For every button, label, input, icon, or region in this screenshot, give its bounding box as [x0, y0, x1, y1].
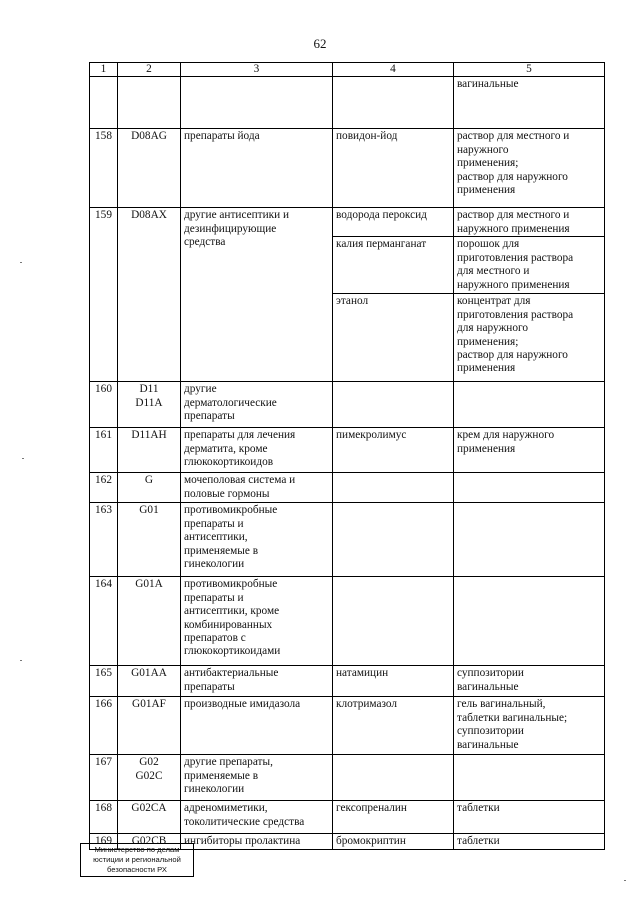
atc-code-line: G02CA	[131, 802, 167, 815]
dosage-form-line: раствор для наружного	[457, 349, 568, 362]
group-name-line: препараты и	[184, 517, 244, 530]
table-row	[90, 77, 605, 129]
row-number-line: 169	[95, 835, 112, 848]
atc-code	[118, 503, 181, 577]
dosage-form-line: наружного	[457, 143, 509, 156]
drug-name-line: натамицин	[336, 667, 389, 680]
column-header: 5	[454, 63, 605, 77]
row-number	[90, 428, 118, 473]
group-name	[181, 666, 333, 697]
table-row	[90, 697, 605, 755]
drug-name	[333, 237, 454, 294]
group-name-line: другие антисептики и	[184, 209, 290, 222]
group-name-line: дезинфицирующие	[184, 222, 277, 235]
dosage-form	[454, 666, 605, 697]
dosage-form-line: вагинальные	[457, 738, 519, 751]
dosage-form-line: приготовления раствора	[457, 251, 574, 264]
group-name-line: средства	[184, 236, 226, 249]
drug-name	[333, 755, 454, 801]
dosage-form	[454, 503, 605, 577]
dosage-form	[454, 577, 605, 666]
atc-code	[118, 77, 181, 129]
group-name-line: препараты для лечения	[184, 429, 296, 442]
row-number-line: 167	[95, 756, 112, 769]
dosage-form-line: применения	[457, 362, 516, 375]
group-name-line: мочеполовая система и	[184, 474, 296, 487]
group-name	[181, 577, 333, 666]
table-header-row	[90, 63, 605, 77]
dosage-form	[454, 237, 605, 294]
table-row	[90, 428, 605, 473]
dosage-form	[454, 208, 605, 237]
table-row	[90, 129, 605, 208]
dosage-form	[454, 382, 605, 428]
margin-mark	[624, 880, 626, 881]
row-number	[90, 503, 118, 577]
dosage-form-line: применения	[457, 442, 516, 455]
atc-code	[118, 208, 181, 382]
dosage-form-line: применения;	[457, 157, 519, 170]
table-row	[90, 755, 605, 801]
row-number	[90, 382, 118, 428]
dosage-form-line: вагинальные	[457, 78, 519, 91]
dosage-form	[454, 473, 605, 503]
group-name-line: глюкокортикоидами	[184, 645, 281, 658]
drug-name	[333, 294, 454, 382]
drug-name-line: клотримазол	[336, 698, 398, 711]
row-number	[90, 697, 118, 755]
row-number-line: 158	[95, 130, 112, 143]
dosage-form	[454, 834, 605, 849]
table-row	[90, 382, 605, 428]
group-name-line: антисептики,	[184, 531, 248, 544]
drug-name	[333, 834, 454, 849]
column-header: 1	[90, 63, 118, 77]
dosage-form-line: таблетки вагинальные;	[457, 711, 568, 724]
drug-name	[333, 503, 454, 577]
row-number-line: 168	[95, 802, 112, 815]
table-row	[90, 801, 605, 834]
row-number	[90, 208, 118, 382]
group-name-line: препараты йода	[184, 130, 260, 143]
drug-name	[333, 473, 454, 503]
ministry-stamp	[80, 843, 194, 877]
atc-code-line: G01A	[135, 578, 163, 591]
row-number	[90, 129, 118, 208]
dosage-form-line: порошок для	[457, 238, 520, 251]
group-name-line: другие	[184, 383, 217, 396]
row-number-line: 164	[95, 578, 112, 591]
group-name-line: другие препараты,	[184, 756, 273, 769]
row-number	[90, 755, 118, 801]
group-name-line: препараты и	[184, 591, 244, 604]
drug-name	[333, 697, 454, 755]
drug-name-line: бромокриптин	[336, 835, 406, 848]
stamp-line: юстиции и региональной	[93, 855, 181, 864]
drug-name	[333, 382, 454, 428]
dosage-form-line: суппозитории	[457, 725, 524, 738]
atc-code-line: G02	[139, 756, 159, 769]
row-number-line: 166	[95, 698, 112, 711]
group-name-line: противомикробные	[184, 504, 278, 517]
margin-mark	[22, 458, 24, 459]
drug-name-line: пимекролимус	[336, 429, 407, 442]
group-name-line: применяемые в	[184, 769, 259, 782]
drug-name	[333, 801, 454, 834]
stamp-line: Министерство по делам	[94, 845, 180, 854]
margin-mark	[20, 262, 22, 263]
atc-code-line: G01AA	[131, 667, 167, 680]
atc-code-line: G	[144, 474, 154, 487]
group-name-line: препаратов с	[184, 632, 246, 645]
row-number-line: 165	[95, 667, 112, 680]
group-name-line: противомикробные	[184, 578, 278, 591]
row-number-line: 162	[95, 474, 112, 487]
atc-code-line: G02C	[135, 769, 163, 782]
dosage-form	[454, 77, 605, 129]
dosage-form	[454, 801, 605, 834]
group-name-line: препараты	[184, 410, 235, 423]
table-row	[90, 666, 605, 697]
table-row	[90, 577, 605, 666]
group-name	[181, 129, 333, 208]
group-name-line: гинекологии	[184, 558, 245, 571]
group-name-line: ингибиторы пролактина	[184, 835, 301, 848]
dosage-form	[454, 428, 605, 473]
drug-name	[333, 208, 454, 237]
drug-name-line: калия перманганат	[336, 238, 427, 251]
group-name	[181, 834, 333, 849]
row-number	[90, 801, 118, 834]
group-name-line: препараты	[184, 680, 235, 693]
row-number	[90, 577, 118, 666]
dosage-form-line: применения	[457, 184, 516, 197]
table-row	[90, 208, 605, 237]
dosage-form-line: для наружного	[457, 322, 528, 335]
atc-code-line: G02CB	[131, 835, 167, 848]
dosage-form-line: применения;	[457, 335, 519, 348]
dosage-form-line: наружного применения	[457, 278, 570, 291]
row-number	[90, 473, 118, 503]
dosage-form-line: гель вагинальный,	[457, 698, 546, 711]
drug-name	[333, 577, 454, 666]
row-number-line: 159	[95, 209, 112, 222]
atc-code	[118, 382, 181, 428]
group-name-line: производные имидазола	[184, 698, 301, 711]
group-name	[181, 77, 333, 129]
page-number: 62	[313, 36, 327, 51]
group-name-line: половые гормоны	[184, 487, 270, 500]
dosage-form-line: для местного и	[457, 265, 530, 278]
group-name-line: антисептики, кроме	[184, 605, 280, 618]
dosage-form	[454, 755, 605, 801]
margin-mark	[20, 660, 22, 661]
column-header: 4	[333, 63, 454, 77]
group-name-line: гинекологии	[184, 783, 245, 796]
drug-name-line: повидон-йод	[336, 130, 398, 143]
atc-code-line: D11	[139, 383, 159, 396]
drug-name	[333, 428, 454, 473]
group-name-line: применяемые в	[184, 544, 259, 557]
atc-code-line: D08AX	[131, 209, 167, 222]
group-name-line: антибактериальные	[184, 667, 279, 680]
group-name-line: дерматита, кроме	[184, 442, 268, 455]
dosage-form-line: суппозитории	[457, 667, 524, 680]
dosage-form-line: наружного применения	[457, 222, 570, 235]
drug-name	[333, 666, 454, 697]
atc-code-line: G01	[139, 504, 159, 517]
row-number-line: 161	[95, 429, 112, 442]
drug-name	[333, 77, 454, 129]
group-name	[181, 801, 333, 834]
group-name	[181, 428, 333, 473]
atc-code	[118, 666, 181, 697]
row-number-line: 160	[95, 383, 112, 396]
dosage-form-line: вагинальные	[457, 680, 519, 693]
atc-code	[118, 801, 181, 834]
atc-code	[118, 473, 181, 503]
atc-code-line: G01AF	[132, 698, 166, 711]
drug-name	[333, 129, 454, 208]
dosage-form-line: концентрат для	[457, 295, 531, 308]
table-row	[90, 503, 605, 577]
column-header: 2	[118, 63, 181, 77]
group-name	[181, 503, 333, 577]
table-row	[90, 473, 605, 503]
dosage-form-line: раствор для наружного	[457, 170, 568, 183]
dosage-form-line: раствор для местного и	[457, 130, 570, 143]
group-name-line: адреномиметики,	[184, 802, 268, 815]
atc-code-line: D11A	[135, 396, 163, 409]
atc-code	[118, 755, 181, 801]
dosage-form-line: таблетки	[457, 835, 500, 848]
group-name-line: комбинированных	[184, 618, 273, 631]
row-number-line: 163	[95, 504, 112, 517]
dosage-form-line: крем для наружного	[457, 429, 555, 442]
dosage-form-line: приготовления раствора	[457, 308, 574, 321]
dosage-form	[454, 294, 605, 382]
group-name	[181, 208, 333, 382]
group-name	[181, 382, 333, 428]
drug-name-line: этанол	[336, 295, 369, 308]
group-name	[181, 473, 333, 503]
drug-list-table	[89, 62, 605, 850]
row-number	[90, 666, 118, 697]
row-number	[90, 77, 118, 129]
group-name	[181, 755, 333, 801]
column-header: 3	[181, 63, 333, 77]
dosage-form-line: таблетки	[457, 802, 500, 815]
atc-code	[118, 577, 181, 666]
drug-name-line: гексопреналин	[336, 802, 407, 815]
group-name-line: глюкокортикоидов	[184, 456, 274, 469]
atc-code	[118, 129, 181, 208]
drug-name-line: водорода пероксид	[336, 209, 427, 222]
group-name-line: токолитические средства	[184, 815, 305, 828]
atc-code-line: D08AG	[131, 130, 167, 143]
dosage-form-line: раствор для местного и	[457, 209, 570, 222]
stamp-line: безопасности РХ	[107, 865, 167, 874]
atc-code	[118, 697, 181, 755]
dosage-form	[454, 697, 605, 755]
group-name-line: дерматологические	[184, 396, 277, 409]
atc-code-line: D11AH	[131, 429, 167, 442]
dosage-form	[454, 129, 605, 208]
atc-code	[118, 428, 181, 473]
group-name	[181, 697, 333, 755]
